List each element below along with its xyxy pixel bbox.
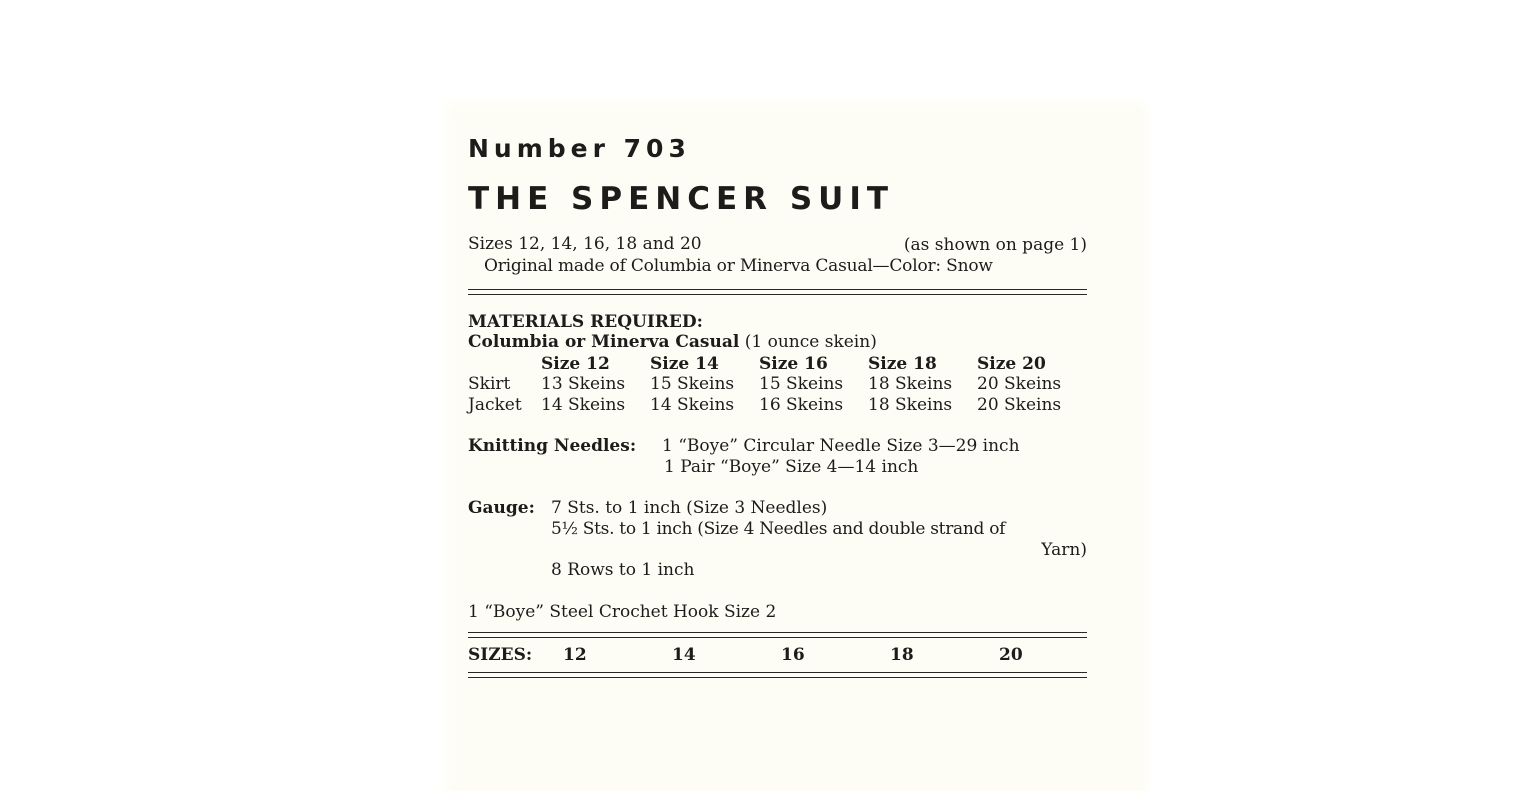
skein-cell: 16 Skeins bbox=[759, 395, 844, 415]
skein-cell: 14 Skeins bbox=[541, 395, 626, 415]
yarn-name: Columbia or Minerva Casual bbox=[468, 332, 740, 352]
sizes-label: SIZES: bbox=[468, 645, 533, 665]
row-label-jacket: Jacket bbox=[468, 395, 522, 415]
size-value: 12 bbox=[563, 645, 587, 665]
size-header: Size 18 bbox=[868, 354, 937, 374]
yarn-unit: (1 ounce skein) bbox=[744, 332, 877, 352]
divider-rule bbox=[468, 294, 1087, 295]
size-header: Size 12 bbox=[541, 354, 610, 374]
sizes-line: Sizes 12, 14, 16, 18 and 20 bbox=[468, 234, 702, 254]
needles-label: Knitting Needles: bbox=[468, 436, 637, 456]
pattern-number: Number 703 bbox=[468, 134, 691, 163]
divider-rule bbox=[468, 637, 1087, 638]
crochet-hook-line: 1 “Boye” Steel Crochet Hook Size 2 bbox=[468, 602, 777, 622]
divider-rule bbox=[468, 289, 1087, 290]
gauge-label: Gauge: bbox=[468, 498, 535, 518]
row-label-skirt: Skirt bbox=[468, 374, 511, 394]
needles-line-1: 1 “Boye” Circular Needle Size 3—29 inch bbox=[662, 436, 1020, 456]
gauge-line-2-wrap: Yarn) bbox=[1041, 540, 1087, 560]
size-header: Size 14 bbox=[650, 354, 719, 374]
gauge-line-3: 8 Rows to 1 inch bbox=[551, 560, 695, 580]
size-value: 16 bbox=[781, 645, 805, 665]
size-header: Size 20 bbox=[977, 354, 1046, 374]
skein-cell: 20 Skeins bbox=[977, 395, 1062, 415]
skein-cell: 20 Skeins bbox=[977, 374, 1062, 394]
yarn-line bbox=[468, 332, 877, 352]
pattern-title: THE SPENCER SUIT bbox=[468, 181, 894, 217]
size-value: 20 bbox=[999, 645, 1023, 665]
divider-rule bbox=[468, 672, 1087, 673]
materials-heading: MATERIALS REQUIRED: bbox=[468, 312, 703, 332]
gauge-line-2: 5½ Sts. to 1 inch (Size 4 Needles and double strand of bbox=[551, 519, 1006, 539]
divider-rule bbox=[468, 677, 1087, 678]
size-header: Size 16 bbox=[759, 354, 828, 374]
skein-cell: 18 Skeins bbox=[868, 374, 953, 394]
skein-cell: 15 Skeins bbox=[650, 374, 735, 394]
skein-cell: 13 Skeins bbox=[541, 374, 626, 394]
skein-cell: 15 Skeins bbox=[759, 374, 844, 394]
divider-rule bbox=[468, 632, 1087, 633]
size-value: 18 bbox=[890, 645, 914, 665]
skein-cell: 18 Skeins bbox=[868, 395, 953, 415]
needles-line-2: 1 Pair “Boye” Size 4—14 inch bbox=[664, 457, 919, 477]
original-line: Original made of Columbia or Minerva Casual—Color: Snow bbox=[484, 256, 993, 276]
size-value: 14 bbox=[672, 645, 696, 665]
gauge-line-1: 7 Sts. to 1 inch (Size 3 Needles) bbox=[551, 498, 828, 518]
skein-cell: 14 Skeins bbox=[650, 395, 735, 415]
shown-note: (as shown on page 1) bbox=[903, 235, 1087, 255]
